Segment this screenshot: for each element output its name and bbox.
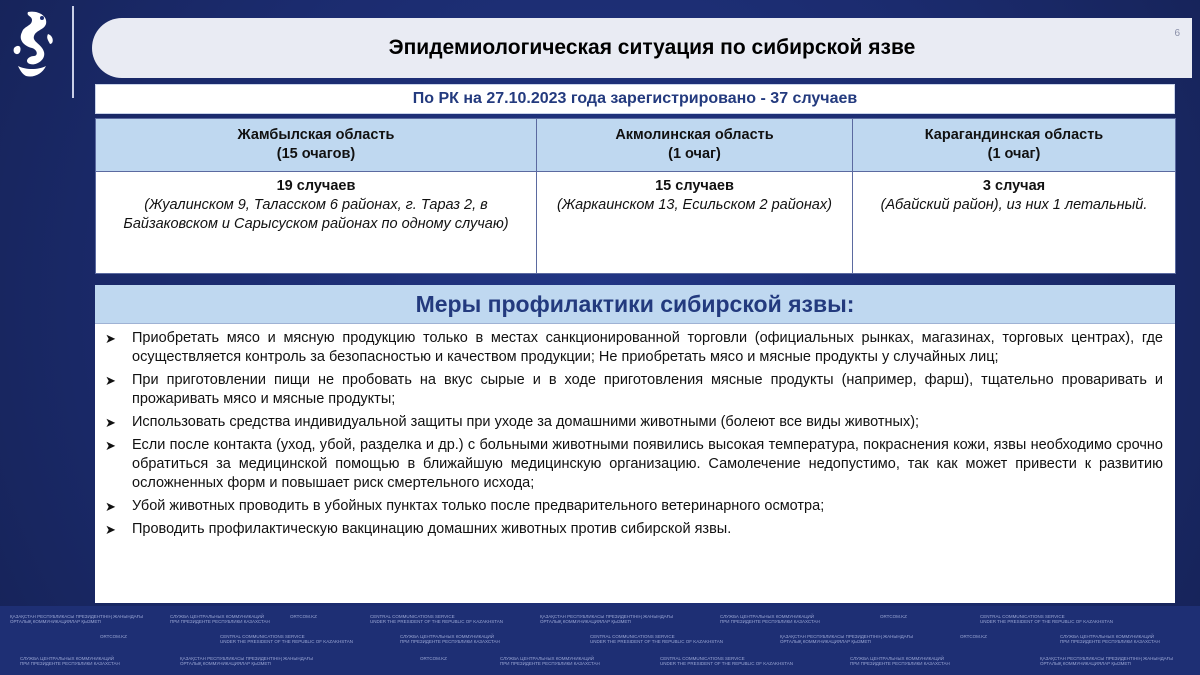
footer-org-ru: СЛУЖБА ЦЕНТРАЛЬНЫХ КОММУНИКАЦИЙ ПРИ ПРЕЗИДЕНТЕ РЕСПУБЛИКИ КАЗАХСТАН (20, 656, 120, 666)
measure-text: При приготовлении пищи не пробовать на вкус сырые и в ходе приготовления мясные продукты (например, фарш), тщательно проваривать и прожаривать мясо и мясные продукты; (132, 372, 1163, 407)
registration-summary: По РК на 27.10.2023 года зарегистрировано - 37 случаев (95, 84, 1175, 114)
footer-site: ORTCOM.KZ (880, 614, 907, 619)
region-name: Карагандинская область (924, 127, 1104, 143)
footer-org-en: CENTRAL COMMUNICATIONS SERVICE UNDER THE PRESIDENT OF THE REPUBLIC OF KAZAKHSTAN (660, 656, 793, 666)
measure-text: Приобретать мясо и мясную продукцию только в местах санкционированной торговли (официальных рынках, магазинах, торговых центрах), где осуществляется контроль за безопасностью и качеством продукции; Не приобретать мясо и мясные продукты у случайных лиц; (132, 330, 1163, 365)
region-foci: (1 очаг) (987, 146, 1041, 162)
footer-site: ORTCOM.KZ (290, 614, 317, 619)
list-item (105, 329, 1163, 367)
title-bar (92, 18, 1192, 78)
measures-list (95, 324, 1175, 539)
region-name: Жамбылская область (237, 127, 395, 143)
table-header-row (96, 119, 1176, 172)
region-foci: (15 очагов) (276, 146, 356, 162)
arrow-bullet-icon: ➤ (105, 438, 116, 453)
region-cases-cell (537, 172, 853, 274)
measures-title: Меры профилактики сибирской язвы: (95, 285, 1175, 324)
measure-text: Если после контакта (уход, убой, разделка и др.) с больными животными появились высокая температура, покраснения кожи, язвы необходимо срочно обратиться за медицинской помощью в ближайшую медицинскую организацию. Самолечение недопустимо, так как может привести к развитию осложненных форм и повышает риск смертельного исхода; (132, 437, 1163, 491)
prevention-measures-panel (95, 285, 1175, 603)
footer-watermark-strip (0, 606, 1200, 675)
emblem-logo (8, 8, 58, 88)
table-row (96, 172, 1176, 274)
footer-org-en: CENTRAL COMMUNICATIONS SERVICE UNDER THE PRESIDENT OF THE REPUBLIC OF KAZAKHSTAN (980, 614, 1113, 624)
list-item (105, 520, 1163, 539)
arrow-bullet-icon: ➤ (105, 415, 116, 430)
footer-org-ru: СЛУЖБА ЦЕНТРАЛЬНЫХ КОММУНИКАЦИЙ ПРИ ПРЕЗИДЕНТЕ РЕСПУБЛИКИ КАЗАХСТАН (850, 656, 950, 666)
footer-site: ORTCOM.KZ (420, 656, 447, 661)
region-header-cell (853, 119, 1176, 172)
region-header-cell (96, 119, 537, 172)
list-item (105, 413, 1163, 432)
measure-text: Проводить профилактическую вакцинацию домашних животных против сибирской язвы. (132, 521, 732, 537)
footer-org-en: CENTRAL COMMUNICATIONS SERVICE UNDER THE PRESIDENT OF THE REPUBLIC OF KAZAKHSTAN (590, 634, 723, 644)
footer-org-ru: СЛУЖБА ЦЕНТРАЛЬНЫХ КОММУНИКАЦИЙ ПРИ ПРЕЗИДЕНТЕ РЕСПУБЛИКИ КАЗАХСТАН (500, 656, 600, 666)
list-item (105, 497, 1163, 516)
arrow-bullet-icon: ➤ (105, 373, 116, 388)
case-count: 3 случая (982, 178, 1046, 194)
footer-org-kz: ҚАЗАҚСТАН РЕСПУБЛИКАСЫ ПРЕЗИДЕНТІНІҢ ЖАНЫНДАҒЫ ОРТАЛЫҚ КОММУНИКАЦИЯЛАР ҚЫЗМЕТІ (780, 634, 914, 644)
regions-table (95, 118, 1176, 274)
footer-org-en: CENTRAL COMMUNICATIONS SERVICE UNDER THE PRESIDENT OF THE REPUBLIC OF KAZAKHSTAN (370, 614, 503, 624)
case-details: (Абайский район), из них 1 летальный. (880, 197, 1148, 213)
region-header-cell (537, 119, 853, 172)
region-cases-cell (853, 172, 1176, 274)
arrow-bullet-icon: ➤ (105, 331, 116, 346)
case-count: 19 случаев (276, 178, 356, 194)
footer-org-kz: ҚАЗАҚСТАН РЕСПУБЛИКАСЫ ПРЕЗИДЕНТІНІҢ ЖАНЫНДАҒЫ ОРТАЛЫҚ КОММУНИКАЦИЯЛАР ҚЫЗМЕТІ (540, 614, 674, 624)
region-foci: (1 очаг) (668, 146, 721, 162)
divider-line (72, 6, 74, 98)
case-details: (Жуалинском 9, Таласском 6 районах, г. Тараз 2, в Байзаковском и Сарысуском районах по одному случаю) (123, 197, 509, 232)
footer-org-ru: СЛУЖБА ЦЕНТРАЛЬНЫХ КОММУНИКАЦИЙ ПРИ ПРЕЗИДЕНТЕ РЕСПУБЛИКИ КАЗАХСТАН (1060, 634, 1160, 644)
region-cases-cell (96, 172, 537, 274)
region-name: Акмолинская область (615, 127, 774, 143)
measure-text: Убой животных проводить в убойных пунктах только после предварительного ветеринарного осмотра; (132, 498, 825, 514)
footer-site: ORTCOM.KZ (100, 634, 127, 639)
arrow-bullet-icon: ➤ (105, 499, 116, 514)
arrow-bullet-icon: ➤ (105, 522, 116, 537)
list-item (105, 371, 1163, 409)
page-number: 6 (1174, 28, 1180, 39)
footer-org-kz: ҚАЗАҚСТАН РЕСПУБЛИКАСЫ ПРЕЗИДЕНТІНІҢ ЖАНЫНДАҒЫ ОРТАЛЫҚ КОММУНИКАЦИЯЛАР ҚЫЗМЕТІ (1040, 656, 1174, 666)
page-title: Эпидемиологическая ситуация по сибирской язве (388, 36, 916, 59)
case-count: 15 случаев (655, 178, 734, 194)
footer-org-kz: ҚАЗАҚСТАН РЕСПУБЛИКАСЫ ПРЕЗИДЕНТІНІҢ ЖАНЫНДАҒЫ ОРТАЛЫҚ КОММУНИКАЦИЯЛАР ҚЫЗМЕТІ (10, 614, 144, 624)
list-item (105, 436, 1163, 493)
footer-site: ORTCOM.KZ (960, 634, 987, 639)
measure-text: Использовать средства индивидуальной защиты при уходе за домашними животными (болеют все виды животных); (132, 414, 920, 430)
footer-org-ru: СЛУЖБА ЦЕНТРАЛЬНЫХ КОММУНИКАЦИЙ ПРИ ПРЕЗИДЕНТЕ РЕСПУБЛИКИ КАЗАХСТАН (170, 614, 270, 624)
footer-org-en: CENTRAL COMMUNICATIONS SERVICE UNDER THE PRESIDENT OF THE REPUBLIC OF KAZAKHSTAN (220, 634, 353, 644)
footer-org-kz: ҚАЗАҚСТАН РЕСПУБЛИКАСЫ ПРЕЗИДЕНТІНІҢ ЖАНЫНДАҒЫ ОРТАЛЫҚ КОММУНИКАЦИЯЛАР ҚЫЗМЕТІ (180, 656, 314, 666)
footer-org-ru: СЛУЖБА ЦЕНТРАЛЬНЫХ КОММУНИКАЦИЙ ПРИ ПРЕЗИДЕНТЕ РЕСПУБЛИКИ КАЗАХСТАН (720, 614, 820, 624)
case-details: (Жаркаинском 13, Есильском 2 районах) (557, 197, 832, 213)
footer-org-ru: СЛУЖБА ЦЕНТРАЛЬНЫХ КОММУНИКАЦИЙ ПРИ ПРЕЗИДЕНТЕ РЕСПУБЛИКИ КАЗАХСТАН (400, 634, 500, 644)
